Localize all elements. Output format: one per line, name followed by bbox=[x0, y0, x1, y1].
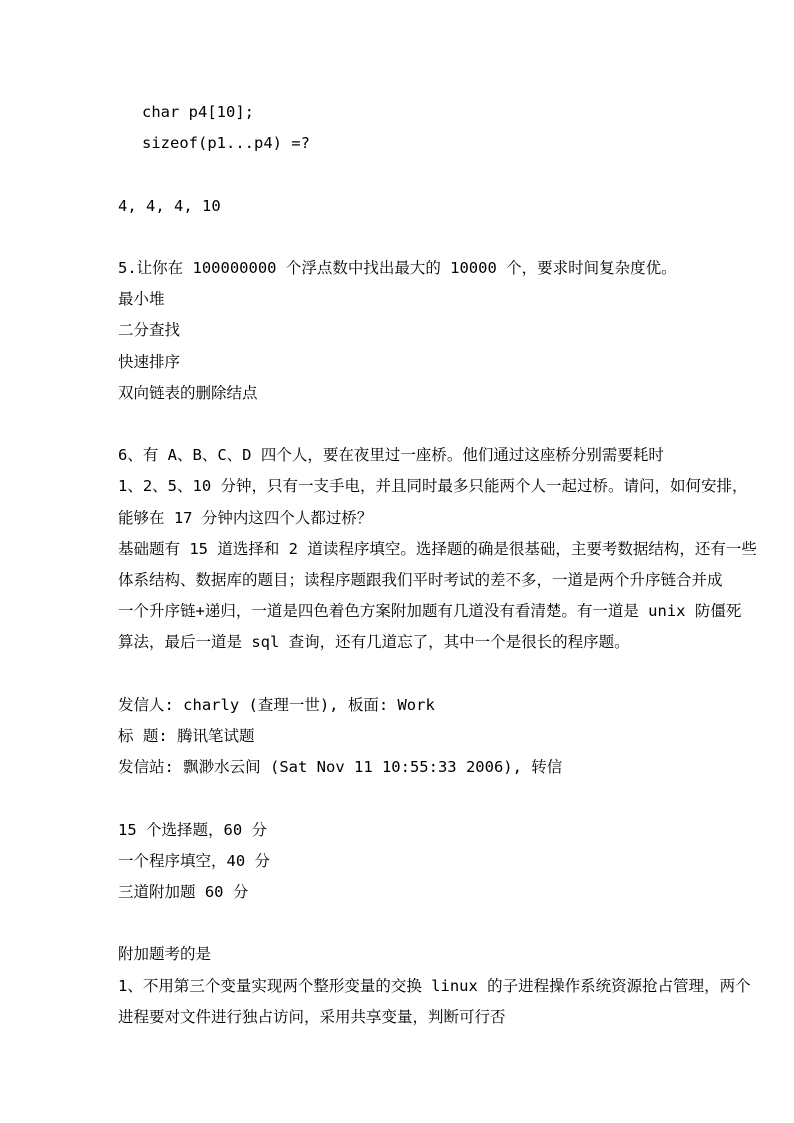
blank-line bbox=[118, 222, 694, 253]
code-line: sizeof(p1...p4) =? bbox=[142, 134, 310, 153]
blank-line bbox=[118, 659, 694, 690]
bonus-line: 1、不用第三个变量实现两个整形变量的交换 linux 的子进程操作系统资源抢占管理，两个 bbox=[118, 976, 751, 995]
post-sender-line: 发信人: charly (查理一世), 板面: Work bbox=[118, 695, 435, 714]
commentary-line: 一个升序链+递归，一道是四色着色方案附加题有几道没有看清楚。有一道是 unix 防僵死 bbox=[118, 602, 742, 621]
question-6-line: 1、2、5、10 分钟，只有一支手电，并且同时最多只能两个人一起过桥。请问，如何安排， bbox=[118, 477, 748, 496]
post-station-line: 发信站: 飘渺水云间 (Sat Nov 11 10:55:33 2006), 转信 bbox=[118, 758, 563, 777]
commentary-line: 体系结构、数据库的题目；读程序题跟我们平时考试的差不多，一道是两个升序链合并成 bbox=[118, 571, 723, 589]
question-5-option: 双向链表的删除结点 bbox=[118, 383, 258, 402]
question-5-option: 最小堆 bbox=[118, 290, 165, 309]
commentary-line: 基础题有 15 道选择和 2 道读程序填空。选择题的确是很基础，主要考数据结构，还有一些 bbox=[118, 539, 757, 558]
blank-line bbox=[118, 159, 694, 190]
answer-line: 4, 4, 4, 10 bbox=[118, 196, 221, 215]
question-6-line: 能够在 17 分钟内这四个人都过桥？ bbox=[118, 508, 373, 527]
scoring-line: 一个程序填空，40 分 bbox=[118, 851, 270, 870]
code-line: char p4[10]; bbox=[142, 103, 254, 121]
blank-line bbox=[118, 409, 694, 440]
scoring-line: 三道附加题 60 分 bbox=[118, 883, 249, 901]
bonus-line: 进程要对文件进行独占访问，采用共享变量，判断可行否 bbox=[118, 1007, 506, 1026]
question-5-option: 二分查找 bbox=[118, 321, 181, 340]
question-5-option: 快速排序 bbox=[118, 352, 181, 371]
post-subject-line: 标 题: 腾讯笔试题 bbox=[118, 727, 255, 745]
bonus-intro-line: 附加题考的是 bbox=[118, 945, 212, 964]
blank-line bbox=[118, 908, 694, 939]
commentary-line: 算法，最后一道是 sql 查询，还有几道忘了，其中一个是很长的程序题。 bbox=[118, 633, 630, 652]
question-6-line: 6、有 A、B、C、D 四个人，要在夜里过一座桥。他们通过这座桥分别需要耗时 bbox=[118, 446, 664, 465]
scoring-line: 15 个选择题，60 分 bbox=[118, 820, 267, 839]
question-5-prompt: 5.让你在 100000000 个浮点数中找出最大的 10000 个，要求时间复杂度优。 bbox=[118, 258, 677, 277]
blank-line bbox=[118, 783, 694, 814]
